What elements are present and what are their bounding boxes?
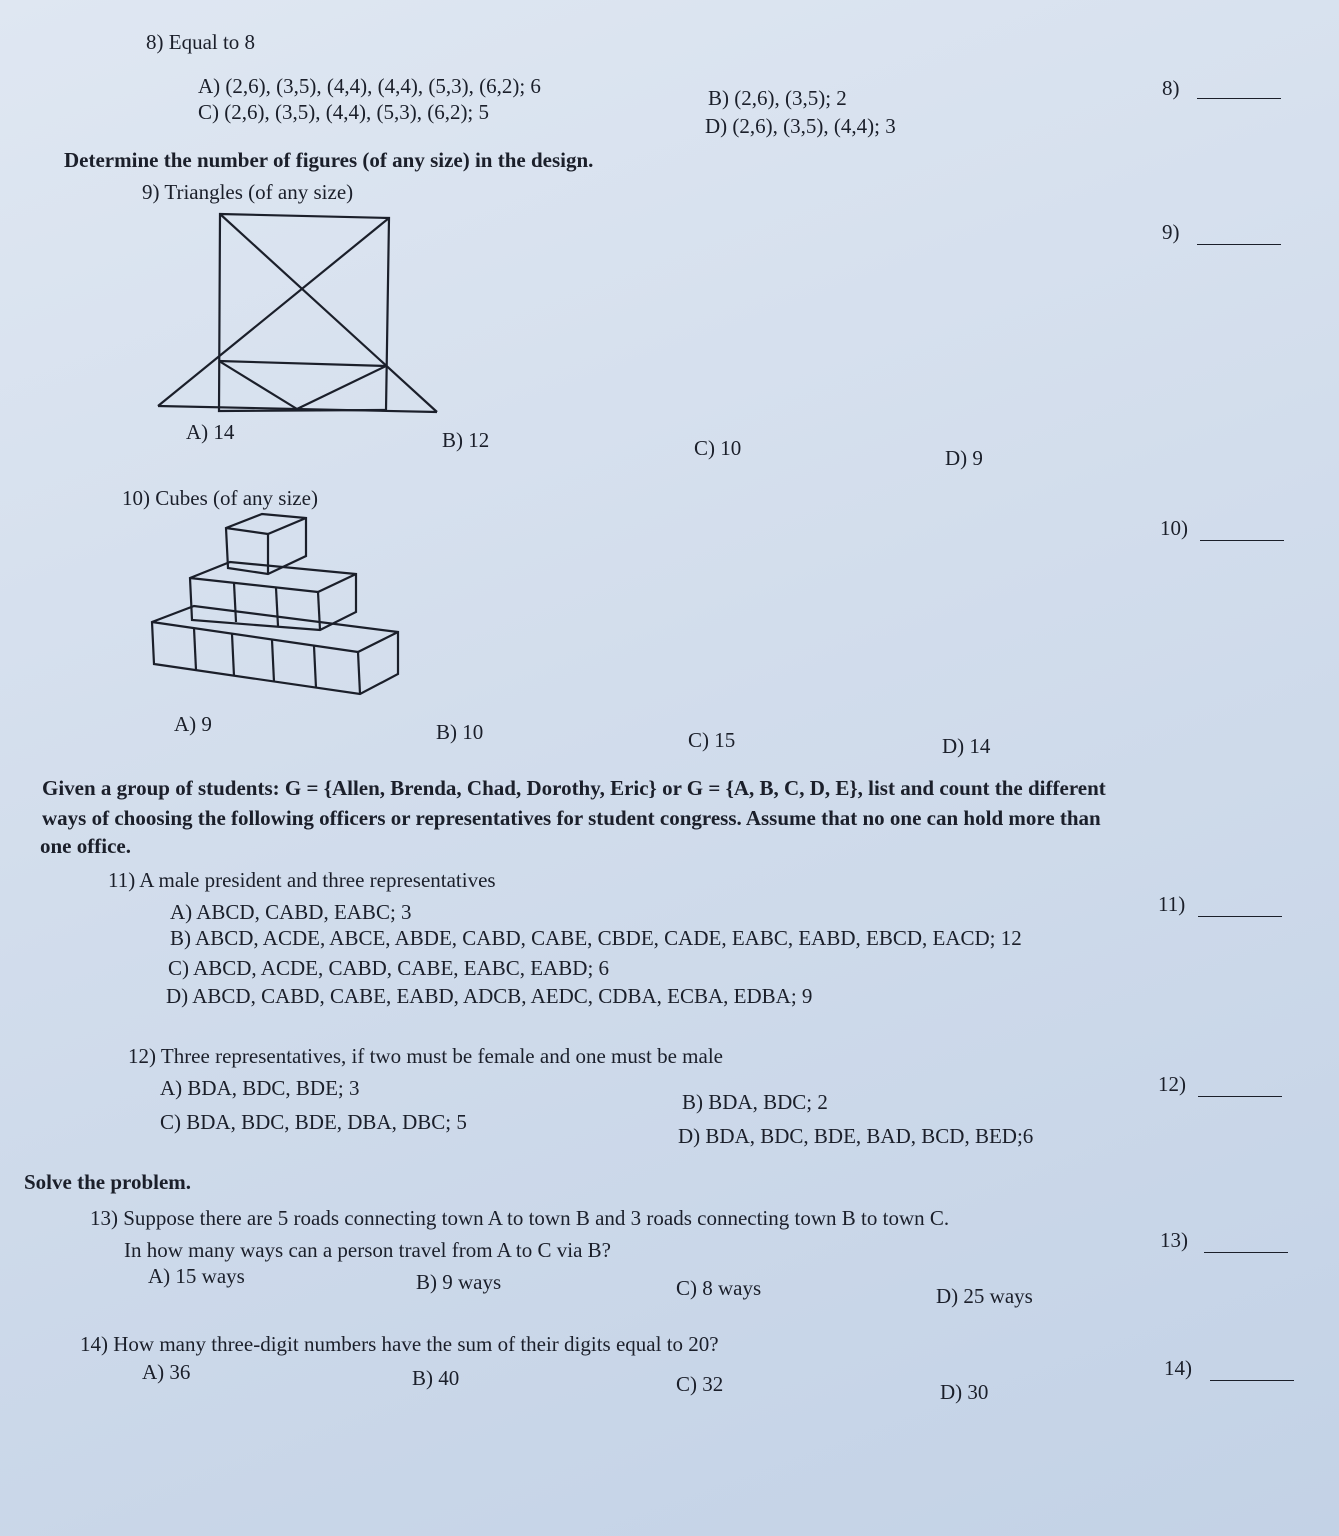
- q9-option-c: C) 10: [694, 436, 742, 460]
- q13-text-line1: 13) Suppose there are 5 roads connecting town A to town B and 3 roads connecting town B to town C.: [90, 1206, 950, 1230]
- q13-answer-blank[interactable]: [1204, 1252, 1288, 1253]
- section-header-solve: Solve the problem.: [24, 1170, 192, 1194]
- q14-option-b: B) 40: [412, 1366, 460, 1390]
- section-header-students-line1: Given a group of students: G = {Allen, Brenda, Chad, Dorothy, Eric} or G = {A, B, C, D, E}, list and count the different: [42, 776, 1106, 800]
- q14-option-d: D) 30: [940, 1380, 989, 1404]
- q9-label: 9) Triangles (of any size): [142, 180, 354, 204]
- q11-option-d: D) ABCD, CABD, CABE, EABD, ADCB, AEDC, CDBA, ECBA, EDBA; 9: [166, 984, 813, 1008]
- q8-option-b: B) (2,6), (3,5); 2: [708, 86, 847, 110]
- q8-label: 8) Equal to 8: [146, 30, 256, 54]
- q10-option-a: A) 9: [174, 712, 212, 736]
- q9-option-a: A) 14: [186, 420, 235, 444]
- q11-option-b: B) ABCD, ACDE, ABCE, ABDE, CABD, CABE, CBDE, CADE, EABC, EABD, EBCD, EACD; 12: [170, 926, 1022, 950]
- q9-option-b: B) 12: [442, 428, 490, 452]
- q8-option-a: A) (2,6), (3,5), (4,4), (4,4), (5,3), (6,2); 6: [198, 74, 541, 98]
- q14-answer-label: 14): [1164, 1356, 1192, 1380]
- q12-label: 12) Three representatives, if two must be female and one must be male: [128, 1044, 723, 1068]
- q11-label: 11) A male president and three representatives: [108, 868, 496, 892]
- q13-answer-label: 13): [1160, 1228, 1188, 1252]
- q13-text-line2: In how many ways can a person travel from A to C via B?: [124, 1238, 611, 1262]
- q12-option-a: A) BDA, BDC, BDE; 3: [160, 1076, 360, 1100]
- q12-answer-blank[interactable]: [1198, 1096, 1282, 1097]
- q10-answer-blank[interactable]: [1200, 540, 1284, 541]
- section-header-students-line2: ways of choosing the following officers or representatives for student congress. Assume that no one can hold more than: [42, 806, 1101, 830]
- q14-option-c: C) 32: [676, 1372, 724, 1396]
- q12-option-d: D) BDA, BDC, BDE, BAD, BCD, BED;6: [678, 1124, 1034, 1148]
- q12-option-c: C) BDA, BDC, BDE, DBA, DBC; 5: [160, 1110, 467, 1134]
- section-header-students-line3: one office.: [40, 834, 131, 858]
- q12-option-b: B) BDA, BDC; 2: [682, 1090, 828, 1114]
- section-header-figures: Determine the number of figures (of any size) in the design.: [64, 148, 594, 172]
- q8-option-c: C) (2,6), (3,5), (4,4), (5,3), (6,2); 5: [198, 100, 490, 124]
- q8-answer-blank[interactable]: [1197, 98, 1281, 99]
- q9-answer-blank[interactable]: [1197, 244, 1281, 245]
- q11-option-c: C) ABCD, ACDE, CABD, CABE, EABC, EABD; 6: [168, 956, 610, 980]
- q8-answer-label: 8): [1162, 76, 1180, 100]
- q14-label: 14) How many three-digit numbers have the sum of their digits equal to 20?: [80, 1332, 719, 1356]
- q10-answer-label: 10): [1160, 516, 1188, 540]
- q10-option-d: D) 14: [942, 734, 991, 758]
- cubes-figure: [0, 0, 1, 1]
- q8-option-d: D) (2,6), (3,5), (4,4); 3: [705, 114, 896, 138]
- q11-option-a: A) ABCD, CABD, EABC; 3: [170, 900, 412, 924]
- q14-option-a: A) 36: [142, 1360, 191, 1384]
- q11-answer-label: 11): [1158, 892, 1186, 916]
- q13-option-c: C) 8 ways: [676, 1276, 762, 1300]
- q9-answer-label: 9): [1162, 220, 1180, 244]
- q13-option-b: B) 9 ways: [416, 1270, 502, 1294]
- q10-option-c: C) 15: [688, 728, 736, 752]
- q10-label: 10) Cubes (of any size): [122, 486, 318, 510]
- q13-option-d: D) 25 ways: [936, 1284, 1033, 1308]
- q13-option-a: A) 15 ways: [148, 1264, 245, 1288]
- q12-answer-label: 12): [1158, 1072, 1186, 1096]
- q10-option-b: B) 10: [436, 720, 484, 744]
- q11-answer-blank[interactable]: [1198, 916, 1282, 917]
- q9-option-d: D) 9: [945, 446, 983, 470]
- q14-answer-blank[interactable]: [1210, 1380, 1294, 1381]
